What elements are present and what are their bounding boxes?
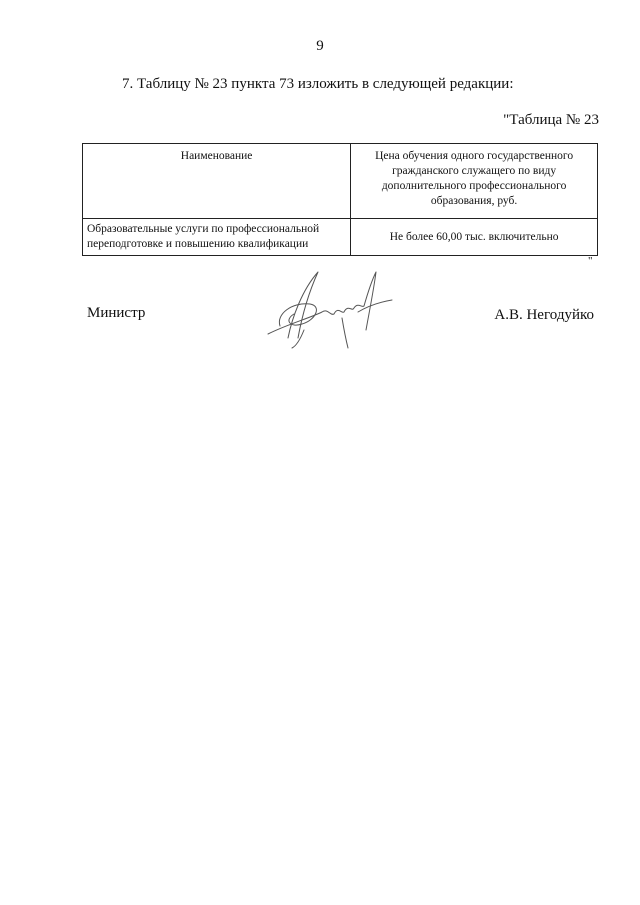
instruction-text: 7. Таблицу № 23 пункта 73 изложить в следующей редакции: bbox=[122, 76, 514, 92]
cell-service-name: Образовательные услуги по профессиональной переподготовке и повышению квалификации bbox=[83, 219, 351, 256]
cell-price: Не более 60,00 тыс. включительно bbox=[351, 219, 598, 256]
page-number: 9 bbox=[316, 38, 324, 54]
minister-name: А.В. Негодуйко bbox=[494, 307, 594, 323]
table-row bbox=[83, 219, 598, 256]
price-table bbox=[82, 143, 598, 256]
minister-title: Министр bbox=[87, 305, 146, 321]
header-name: Наименование bbox=[83, 144, 351, 219]
table-caption: "Таблица № 23 bbox=[503, 112, 599, 128]
table-header-row bbox=[83, 144, 598, 219]
header-price: Цена обучения одного государственного гражданского служащего по виду дополнительного профессионального образования, руб. bbox=[351, 144, 598, 219]
closing-quote: " bbox=[588, 255, 593, 267]
handwritten-signature bbox=[258, 268, 398, 350]
